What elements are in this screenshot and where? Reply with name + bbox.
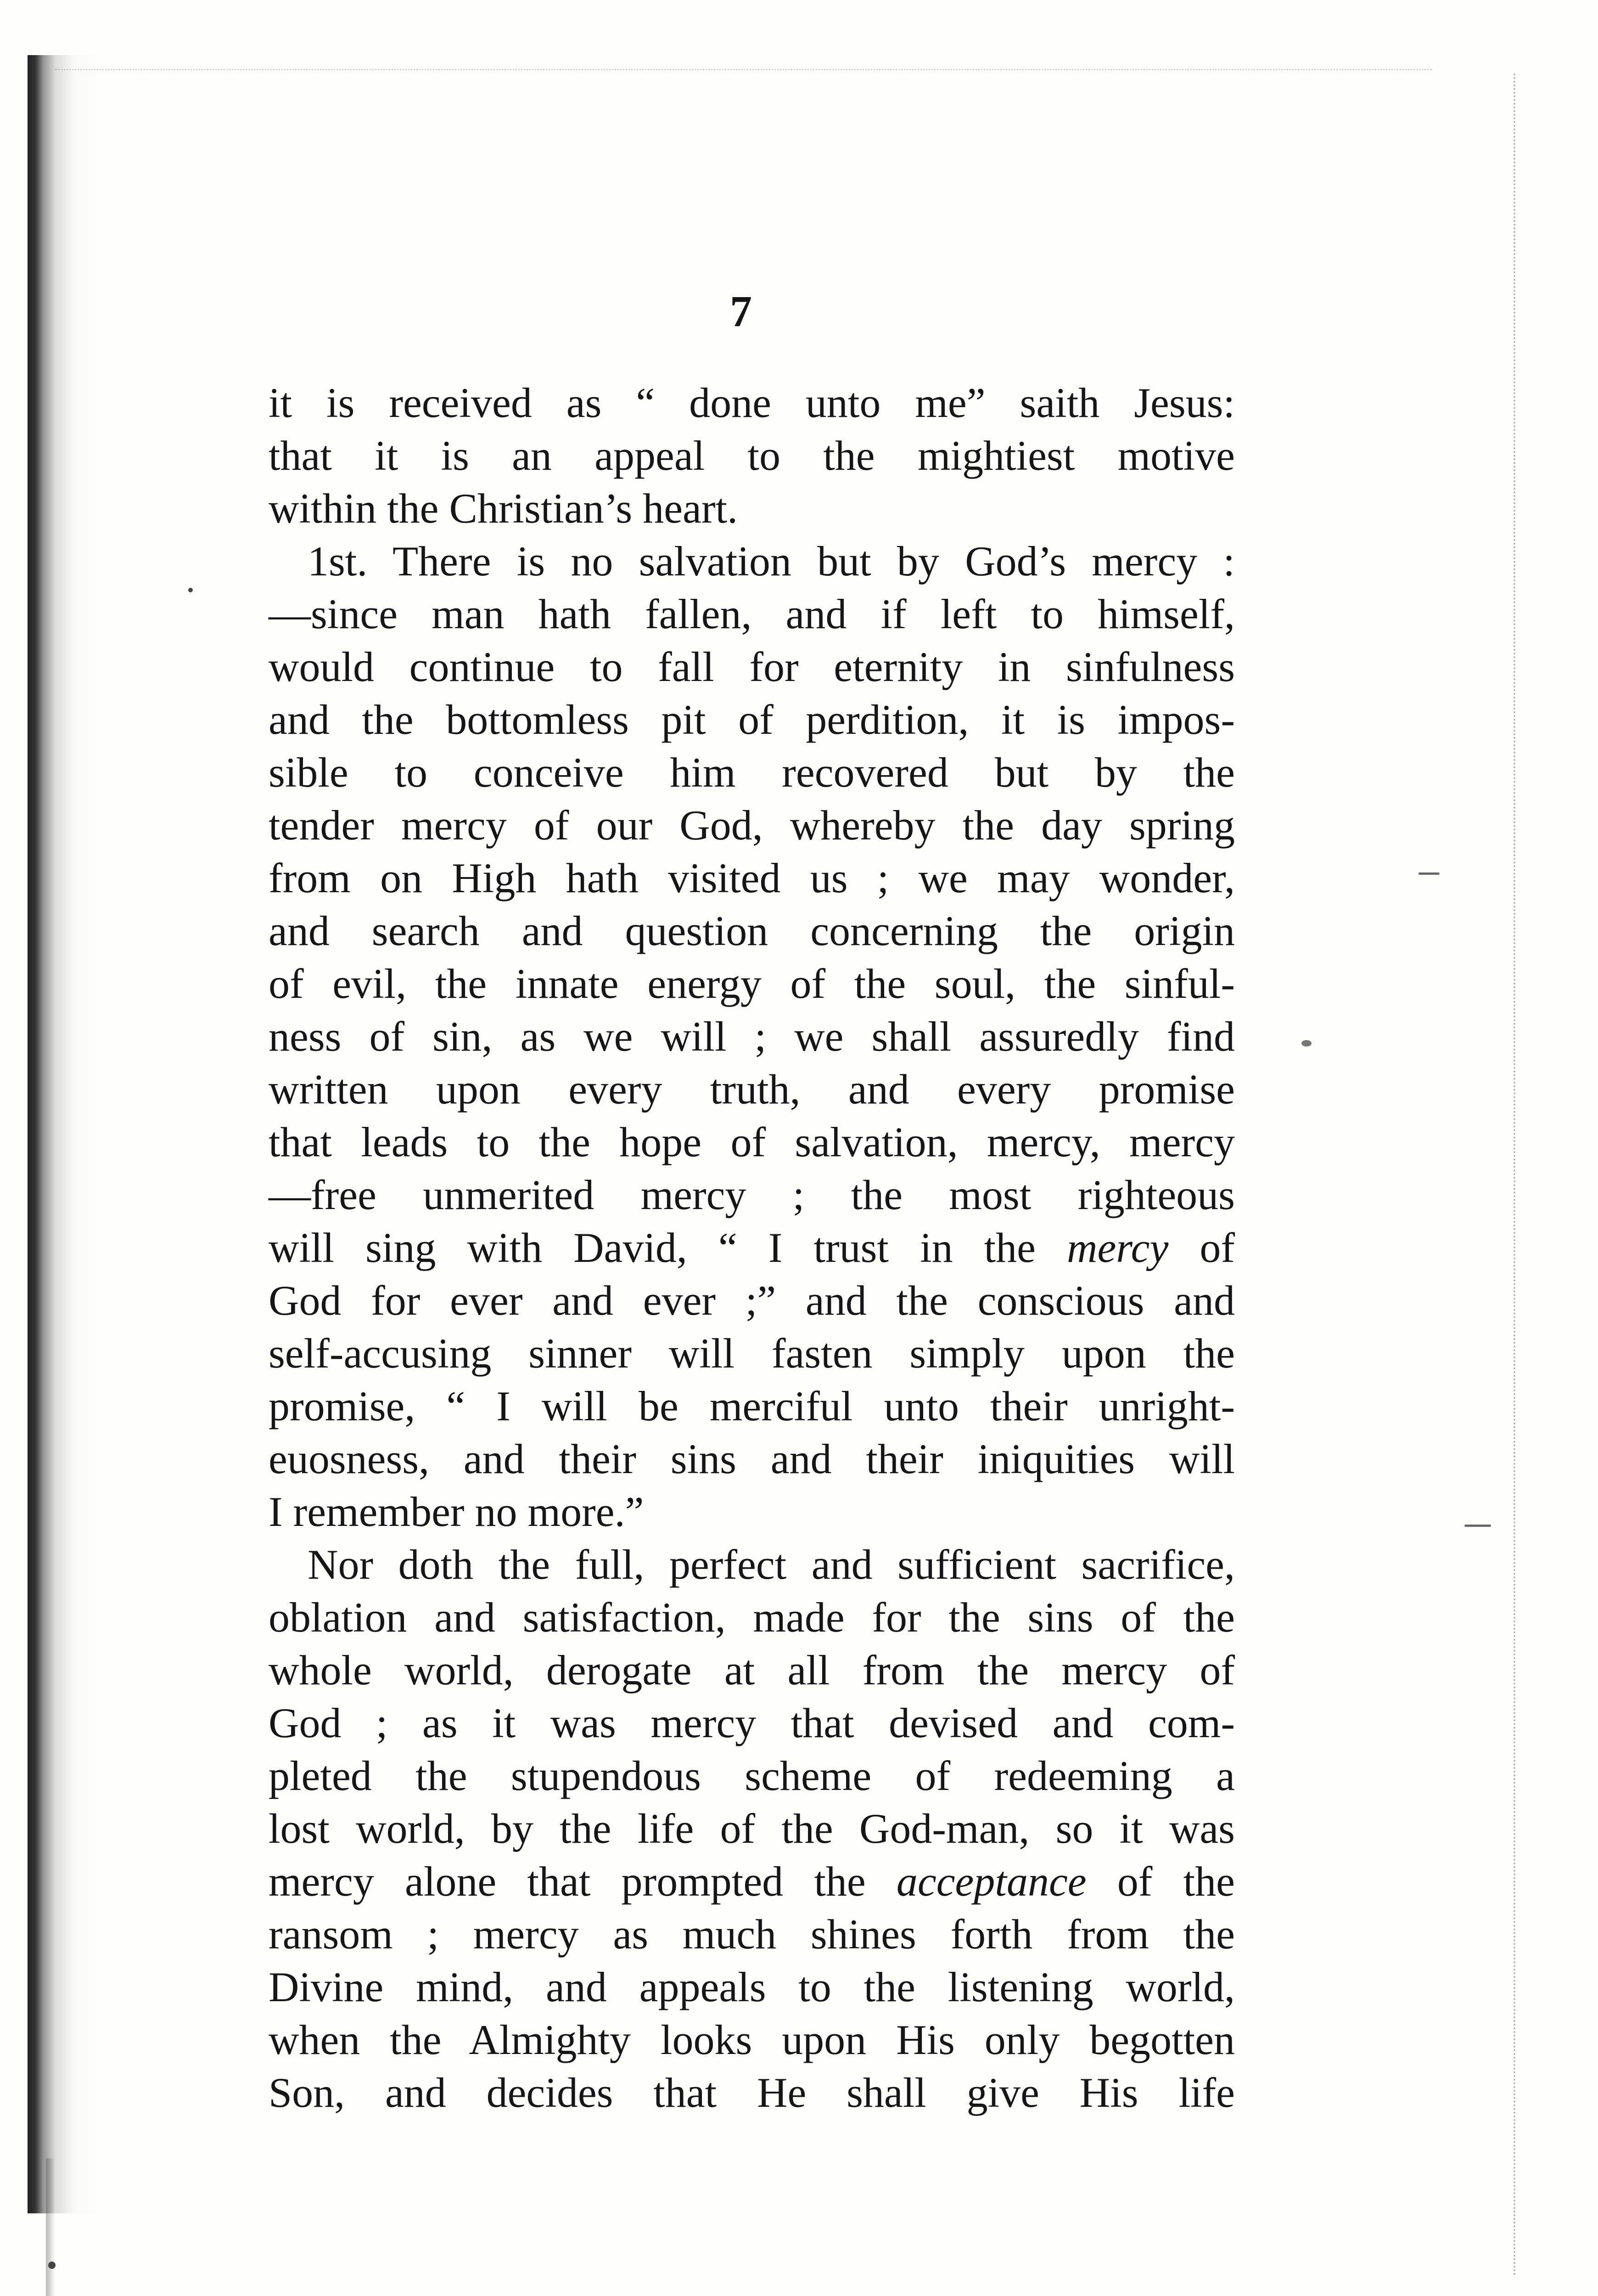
text-line: and the bottomless pit of perdition, it is impos-	[269, 696, 1235, 743]
text-line: —free unmerited mercy ; the most righteous	[269, 1171, 1235, 1218]
text-line: oblation and satisfaction, made for the sins of the	[269, 1594, 1235, 1641]
text-line: within the Christian’s heart.	[269, 485, 738, 532]
text-line: Divine mind, and appeals to the listening world,	[269, 1964, 1235, 2010]
page-top-edge	[55, 69, 1432, 75]
text-line: —since man hath fallen, and if left to himself,	[269, 591, 1235, 637]
text-line: when the Almighty looks upon His only begotten	[269, 2016, 1235, 2063]
text-line: God for ever and ever ;” and the conscious and	[269, 1277, 1235, 1324]
text-line: tender mercy of our God, whereby the day spring	[269, 802, 1235, 849]
text-line: self-accusing sinner will fasten simply upon the	[269, 1330, 1235, 1377]
text-line: God ; as it was mercy that devised and com-	[269, 1699, 1235, 1746]
paper-speck	[1301, 1040, 1312, 1047]
paper-speck	[1464, 1525, 1491, 1527]
text-line: I remember no more.”	[269, 1488, 644, 1535]
text-line: it is received as “ done unto me” saith Jesus:	[269, 379, 1235, 426]
text-line: written upon every truth, and every promise	[269, 1066, 1235, 1113]
text-line: Son, and decides that He shall give His life	[269, 2069, 1235, 2116]
text-line: that it is an appeal to the mightiest motive	[269, 432, 1235, 479]
text-line: that leads to the hope of salvation, mercy, mercy	[269, 1119, 1235, 1165]
text-line: from on High hath visited us ; we may wonder,	[269, 855, 1235, 901]
text-line: of evil, the innate energy of the soul, the sinful-	[269, 960, 1235, 1007]
text-line: would continue to fall for eternity in sinfulness	[269, 643, 1235, 690]
paper-speck	[1419, 872, 1440, 875]
text-line: and search and question concerning the origin	[269, 907, 1235, 954]
text-line: ransom ; mercy as much shines forth from the	[269, 1911, 1235, 1958]
page-number: 7	[730, 287, 752, 336]
text-line: 1st. There is no salvation but by God’s mercy :	[308, 538, 1235, 585]
page-right-edge	[1495, 73, 1515, 2278]
text-line: ness of sin, as we will ; we shall assuredly find	[269, 1013, 1235, 1060]
text-line: sible to conceive him recovered but by the	[269, 749, 1235, 796]
binding-shadow	[28, 55, 96, 2213]
text-line: euosness, and their sins and their iniquities will	[269, 1435, 1235, 1482]
text-line: Nor doth the full, perfect and sufficient sacrifice,	[308, 1541, 1235, 1588]
body-text	[269, 377, 1235, 2119]
text-line: will sing with David, “ I trust in the mercy of	[269, 1224, 1235, 1271]
text-line: mercy alone that prompted the acceptance of the	[269, 1858, 1235, 1905]
paper-speck	[48, 2262, 56, 2269]
text-line: lost world, by the life of the God-man, so it was	[269, 1805, 1235, 1852]
text-line: pleted the stupendous scheme of redeeming a	[269, 1752, 1235, 1799]
paper-speck	[188, 588, 193, 592]
text-line: promise, “ I will be merciful unto their unright-	[269, 1383, 1235, 1429]
text-line: whole world, derogate at all from the mercy of	[269, 1647, 1235, 1694]
binding-shadow-lower	[46, 2158, 55, 2296]
